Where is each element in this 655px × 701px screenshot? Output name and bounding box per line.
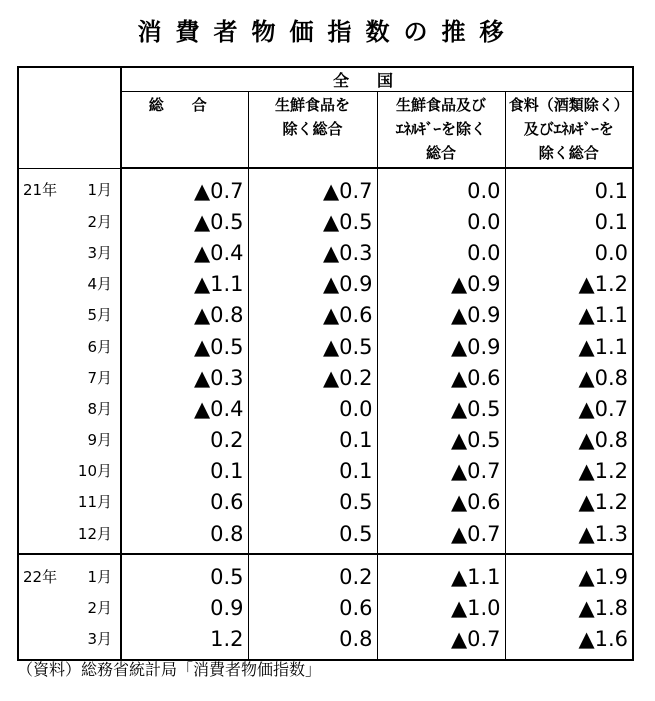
value-cell: ▲1.3 xyxy=(578,521,629,546)
value-cell: 0.0 xyxy=(377,168,505,206)
value-cell: 0.6 xyxy=(248,592,377,623)
table-row xyxy=(18,206,633,237)
value-cell: ▲0.7 xyxy=(578,396,629,421)
value-cell: ▲0.5 xyxy=(121,331,248,362)
value-cell: ▲0.6 xyxy=(377,362,505,393)
row-month: 4月 xyxy=(87,275,112,294)
value-cell: 0.5 xyxy=(121,554,248,592)
header-col-core-core-line2: ｴﾈﾙｷﾞｰを除く xyxy=(395,120,486,138)
header-group-nationwide: 全国 xyxy=(121,67,633,92)
value-cell: 1.2 xyxy=(121,624,248,660)
row-label xyxy=(18,393,121,424)
table-row xyxy=(18,300,633,331)
header-col-food-energy-line1: 食料（酒類除く） xyxy=(508,96,629,114)
header-col-food-energy xyxy=(505,92,633,169)
value-cell: ▲0.8 xyxy=(578,428,629,453)
value-cell: ▲0.4 xyxy=(121,237,248,268)
table-row xyxy=(18,362,633,393)
value-cell: 0.5 xyxy=(248,487,377,518)
value-cell: 0.8 xyxy=(121,518,248,554)
row-label xyxy=(18,554,121,592)
value-cell: 0.0 xyxy=(377,237,505,268)
row-label xyxy=(18,624,121,660)
row-label xyxy=(18,269,121,300)
value-cell: ▲1.1 xyxy=(578,334,629,359)
table-row xyxy=(18,487,633,518)
row-month: 1月 xyxy=(87,567,112,586)
value-cell: 0.1 xyxy=(594,178,629,203)
value-cell: 0.5 xyxy=(248,518,377,554)
row-label xyxy=(18,487,121,518)
value-cell: ▲0.7 xyxy=(377,624,505,660)
table-row xyxy=(18,331,633,362)
header-col-core-line2: 除く総合 xyxy=(282,120,343,138)
value-cell: ▲1.1 xyxy=(121,269,248,300)
value-cell: ▲1.9 xyxy=(505,554,633,592)
value-cell: 0.1 xyxy=(248,456,377,487)
row-label xyxy=(18,456,121,487)
page-title: 消費者物価指数の推移 xyxy=(137,18,518,46)
header-col-total xyxy=(121,92,248,169)
value-cell: ▲0.6 xyxy=(377,487,505,518)
header-col-core-core-line1: 生鮮食品及び xyxy=(395,96,486,114)
header-col-core-line1: 生鮮食品を xyxy=(274,96,350,114)
header-col-food-energy-line3: 除く総合 xyxy=(538,144,599,162)
table-row xyxy=(18,425,633,456)
table-row xyxy=(18,269,633,300)
row-label xyxy=(18,592,121,623)
value-cell: ▲0.6 xyxy=(248,300,377,331)
row-month: 11月 xyxy=(77,493,112,512)
row-label xyxy=(18,206,121,237)
row-month: 9月 xyxy=(87,431,112,450)
value-cell: ▲1.2 xyxy=(578,272,629,297)
row-year: 21年 xyxy=(23,181,58,200)
value-cell: 0.6 xyxy=(121,487,248,518)
value-cell: 0.0 xyxy=(594,240,629,265)
value-cell: 0.1 xyxy=(248,425,377,456)
corner-cell xyxy=(18,67,121,168)
value-cell: ▲0.7 xyxy=(377,456,505,487)
row-month: 3月 xyxy=(87,630,112,649)
value-cell: ▲1.2 xyxy=(578,459,629,484)
value-cell: ▲1.8 xyxy=(578,596,629,621)
value-cell: ▲0.8 xyxy=(121,300,248,331)
value-cell: ▲0.7 xyxy=(121,168,248,206)
table-row xyxy=(18,554,633,592)
row-month: 2月 xyxy=(87,212,112,231)
value-cell: ▲1.0 xyxy=(377,592,505,623)
value-cell: 0.9 xyxy=(121,592,248,623)
table-row xyxy=(18,237,633,268)
table-row xyxy=(18,624,633,660)
table-row xyxy=(18,393,633,424)
row-label xyxy=(18,331,121,362)
row-month: 6月 xyxy=(87,337,112,356)
value-cell: ▲0.9 xyxy=(377,269,505,300)
header-col-core-core xyxy=(377,92,505,169)
row-year: 22年 xyxy=(23,567,58,586)
value-cell: ▲1.2 xyxy=(578,490,629,515)
value-cell: ▲0.5 xyxy=(377,425,505,456)
value-cell: 0.0 xyxy=(248,393,377,424)
table-row xyxy=(18,592,633,623)
row-month: 8月 xyxy=(87,399,112,418)
header-col-core-core-line3: 総合 xyxy=(425,144,456,162)
value-cell: ▲0.3 xyxy=(248,237,377,268)
row-label xyxy=(18,518,121,554)
cpi-table xyxy=(17,66,634,661)
row-month: 5月 xyxy=(87,306,112,325)
row-month: 10月 xyxy=(77,462,112,481)
table-row xyxy=(18,168,633,206)
row-label xyxy=(18,300,121,331)
value-cell: ▲0.8 xyxy=(578,365,629,390)
value-cell: ▲0.9 xyxy=(377,331,505,362)
header-col-core xyxy=(248,92,377,169)
header-col-total-line: 総合 xyxy=(148,96,235,114)
value-cell: 0.2 xyxy=(121,425,248,456)
value-cell: 0.0 xyxy=(377,206,505,237)
value-cell: ▲0.3 xyxy=(121,362,248,393)
value-cell: ▲1.6 xyxy=(578,627,629,652)
row-label xyxy=(18,168,121,206)
header-col-food-energy-line2: 及びｴﾈﾙｷﾞｰを xyxy=(523,120,614,138)
row-month: 2月 xyxy=(87,599,112,618)
value-cell: ▲0.4 xyxy=(121,393,248,424)
value-cell: ▲0.5 xyxy=(248,206,377,237)
table-row xyxy=(18,456,633,487)
value-cell: ▲0.5 xyxy=(377,393,505,424)
value-cell: ▲0.9 xyxy=(248,269,377,300)
value-cell: ▲0.5 xyxy=(121,206,248,237)
value-cell: 0.2 xyxy=(248,554,377,592)
value-cell: ▲0.7 xyxy=(377,518,505,554)
value-cell: 0.1 xyxy=(121,456,248,487)
row-month: 7月 xyxy=(87,368,112,387)
source-note: （資料）総務省統計局「消費者物価指数」 xyxy=(17,660,322,679)
row-label xyxy=(18,237,121,268)
value-cell: ▲1.1 xyxy=(578,303,629,328)
value-cell: 0.1 xyxy=(594,209,629,234)
table-row xyxy=(18,518,633,554)
value-cell: ▲0.2 xyxy=(248,362,377,393)
row-label xyxy=(18,425,121,456)
row-month: 1月 xyxy=(87,181,112,200)
row-label xyxy=(18,362,121,393)
row-month: 12月 xyxy=(77,524,112,543)
value-cell: ▲0.9 xyxy=(377,300,505,331)
value-cell: 0.8 xyxy=(248,624,377,660)
value-cell: ▲0.7 xyxy=(248,168,377,206)
value-cell: ▲0.5 xyxy=(248,331,377,362)
row-month: 3月 xyxy=(87,243,112,262)
value-cell: ▲1.1 xyxy=(377,554,505,592)
